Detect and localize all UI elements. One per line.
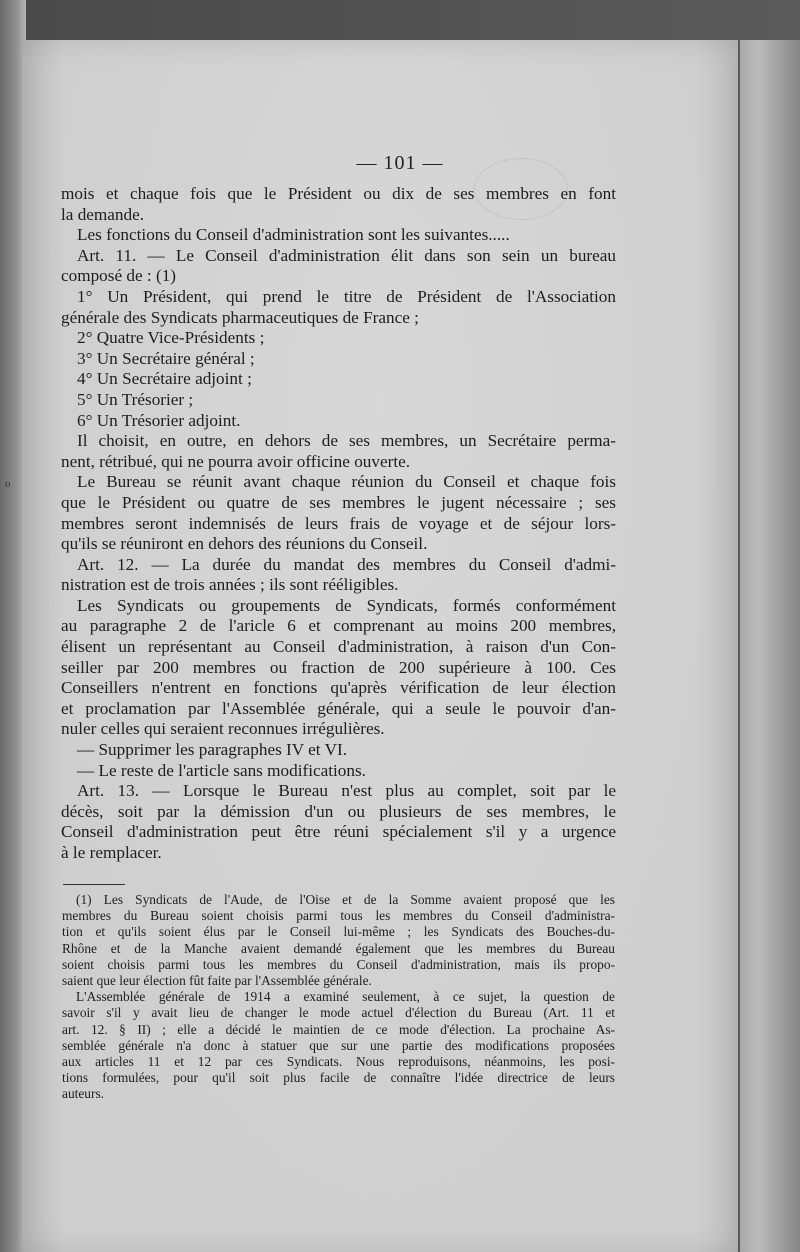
- text-line: Les fonctions du Conseil d'administration sont les suivantes.....: [77, 225, 510, 245]
- right-page-edges: [740, 40, 800, 1252]
- text-line: et proclamation par l'Assemblée générale, qui a seule le pouvoir d'an-: [61, 698, 616, 718]
- text-line: 5° Un Trésorier ;: [77, 389, 194, 409]
- footnote-line: tion et qu'ils soient élus par le Conseil lui-même ; les Syndicats des Bouches-du-: [62, 924, 615, 940]
- footnote-line: Rhône et de la Manche avaient demandé également que les membres du Bureau: [62, 940, 615, 956]
- text-line: Art. 11. — Le Conseil d'administration élit dans son sein un bureau: [77, 245, 616, 265]
- text-line: mois et chaque fois que le Président ou dix de ses membres en font: [61, 184, 616, 203]
- text-line: générale des Syndicats pharmaceutiques de France ;: [61, 307, 419, 327]
- footnotes: [62, 892, 615, 1103]
- text-line: Conseil d'administration peut être réuni spécialement s'il y a urgence: [61, 822, 616, 842]
- text-line: la demande.: [61, 204, 145, 224]
- text-line: décès, soit par la démission d'un ou plusieurs de ses membres, le: [61, 801, 616, 821]
- text-line: à le remplacer.: [61, 843, 162, 862]
- footnote-separator: [63, 884, 125, 885]
- text-line: Conseillers n'entrent en fonctions qu'après vérification de leur élection: [61, 678, 616, 698]
- text-line: Les Syndicats ou groupements de Syndicats, formés conformément: [77, 595, 616, 615]
- text-line: 1° Un Président, qui prend le titre de Président de l'Association: [77, 286, 616, 306]
- text-line: que le Président ou quatre de ses membres le jugent nécessaire ; ses: [61, 492, 616, 512]
- footnote-line: tions formulées, pour qu'il soit plus facile de connaître l'idée directrice de leurs: [62, 1070, 615, 1086]
- text-line: Art. 12. — La durée du mandat des membres du Conseil d'admi-: [77, 554, 616, 574]
- footnote-line: (1) Les Syndicats de l'Aude, de l'Oise et de la Somme avaient proposé que les: [76, 892, 615, 907]
- text-line: nistration est de trois années ; ils sont rééligibles.: [61, 575, 399, 595]
- footnote-line: aux articles 11 et 12 par ces Syndicats. Nous reproduisons, néanmoins, les posi-: [62, 1054, 615, 1070]
- margin-mark-icon: o: [5, 478, 11, 490]
- text-line: composé de : (1): [61, 266, 177, 286]
- body-text: [61, 184, 616, 864]
- text-line: 4° Un Secrétaire adjoint ;: [77, 369, 252, 389]
- footnote-line: art. 12. § II) ; elle a décidé le maintien de ce mode d'élection. La prochaine As-: [62, 1021, 615, 1037]
- text-line: 3° Un Secrétaire général ;: [77, 348, 255, 368]
- footnote-line: auteurs.: [62, 1086, 105, 1102]
- text-line: — Le reste de l'article sans modifications.: [77, 760, 366, 780]
- text-line: qu'ils se réuniront en dehors des réunions du Conseil.: [61, 534, 428, 554]
- footnote-line: soient choisis parmi tous les membres du Conseil d'administration, mais ils propo-: [62, 956, 615, 972]
- text-line: — Supprimer les paragraphes IV et VI.: [77, 740, 347, 760]
- text-line: Le Bureau se réunit avant chaque réunion du Conseil et chaque fois: [77, 472, 616, 492]
- text-line: seiller par 200 membres ou fraction de 200 supérieure à 100. Ces: [61, 657, 616, 677]
- text-line: 2° Quatre Vice-Présidents ;: [77, 328, 265, 348]
- text-line: au paragraphe 2 de l'aricle 6 et comprenant au moins 200 membres,: [61, 616, 616, 636]
- page-number: — 101 —: [356, 152, 444, 174]
- text-line: Il choisit, en outre, en dehors de ses membres, un Secrétaire perma-: [77, 431, 616, 451]
- text-line: 6° Un Trésorier adjoint.: [77, 410, 241, 430]
- text-line: nent, rétribué, qui ne pourra avoir officine ouverte.: [61, 451, 411, 471]
- footnote-line: L'Assemblée générale de 1914 a examiné seulement, à ce sujet, la question de: [76, 989, 615, 1005]
- footnote-line: membres du Bureau soient choisis parmi tous les membres du Conseil d'administra-: [62, 908, 615, 924]
- text-line: Art. 13. — Lorsque le Bureau n'est plus au complet, soit par le: [77, 781, 616, 801]
- footnote-line: semblée générale n'a donc à statuer que sur une partie des modifications proposées: [62, 1037, 615, 1053]
- text-line: élisent un représentant au Conseil d'administration, à raison d'un Con-: [61, 637, 616, 657]
- footnote-line: saient que leur élection fût faite par l'Assemblée générale.: [62, 973, 372, 989]
- footnote-line: savoir s'il y avait lieu de changer le mode actuel d'élection du Bureau (Art. 11 et: [62, 1005, 615, 1021]
- text-line: membres seront indemnisés de leurs frais de voyage et de séjour lors-: [61, 513, 616, 533]
- text-line: nuler celles qui seraient reconnues irrégulières.: [61, 719, 385, 739]
